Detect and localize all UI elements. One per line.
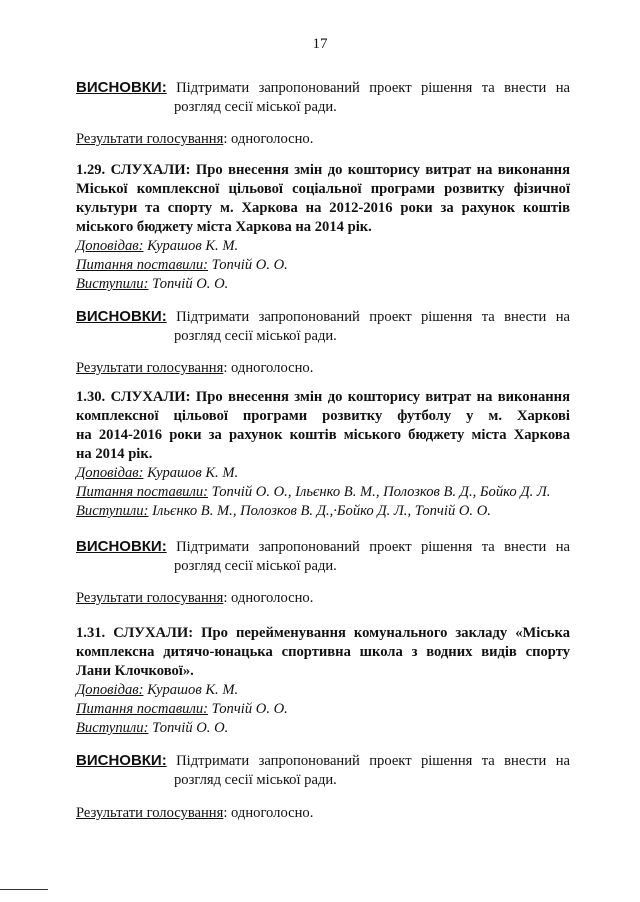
questions-names: Топчій О. О., Ільєнко В. М., Полозков В. Д., Бойко Д. Л. — [208, 484, 551, 500]
item-title-line: комплексна дитячо-юнацька спортивна школа з водних видів спорту — [76, 644, 570, 660]
speakers-line — [76, 719, 570, 738]
voting-label: Результати голосування — [76, 360, 224, 376]
item-title-line: на 2014 рік. — [76, 446, 153, 462]
conclusion-text: Підтримати запропонований проект рішення та внести на — [176, 309, 571, 325]
reporter-line — [76, 237, 570, 256]
conclusion-text-cont: розгляд сесії міської ради. — [174, 99, 337, 115]
speakers-line — [76, 275, 570, 294]
voting-result — [76, 589, 570, 608]
item-title-line: Лани Клочкової». — [76, 663, 194, 679]
item-title-line: Міської комплексної цільової соціальної програми розвитку фізичної — [76, 181, 570, 197]
conclusion-text-cont: розгляд сесії міської ради. — [174, 328, 337, 344]
questions-line — [76, 700, 570, 719]
item-title — [76, 161, 570, 237]
item-title-line: 1.31. СЛУХАЛИ: Про перейменування комунального закладу «Міська — [76, 625, 570, 641]
reporter-line — [76, 464, 570, 483]
conclusion-text-cont: розгляд сесії міської ради. — [174, 772, 337, 788]
agenda-item-1-30 — [76, 388, 570, 521]
agenda-item-1-29 — [76, 161, 570, 294]
voting-result — [76, 130, 570, 149]
item-title-line: на 2014-2016 роки за рахунок коштів міського бюджету міста Харкова — [76, 427, 570, 443]
page-number: 17 — [312, 36, 328, 52]
conclusion-label: ВИСНОВКИ: — [76, 538, 167, 555]
footnote-rule — [0, 889, 48, 890]
reporter-line — [76, 681, 570, 700]
reporter-label: Доповідав: — [76, 465, 144, 481]
conclusion-line — [76, 307, 570, 327]
conclusion-block — [76, 751, 570, 790]
voting-value: : одноголосно. — [223, 805, 314, 821]
item-title-line: культури та спорту м. Харкова на 2012-2016 роки за рахунок коштів — [76, 200, 570, 216]
conclusion-line — [76, 537, 570, 557]
reporter-name: Курашов К. М. — [143, 238, 239, 254]
voting-value: : одноголосно. — [223, 590, 314, 606]
voting-label: Результати голосування — [76, 131, 224, 147]
reporter-label: Доповідав: — [76, 682, 144, 698]
conclusion-label: ВИСНОВКИ: — [76, 308, 167, 325]
speakers-label: Виступили: — [76, 503, 149, 519]
speakers-names: Ільєнко В. М., Полозков В. Д.,·Бойко Д. Л., Топчій О. О. — [148, 503, 491, 519]
conclusion-text-cont: розгляд сесії міської ради. — [174, 558, 337, 574]
conclusion-text: Підтримати запропонований проект рішення та внести на — [176, 80, 571, 96]
questions-names: Топчій О. О. — [208, 701, 288, 717]
item-title — [76, 388, 570, 464]
speakers-line — [76, 502, 570, 521]
item-title-line: міського бюджету міста Харкова на 2014 рік. — [76, 219, 372, 235]
item-title-line: комплексної цільової програми розвитку футболу у м. Харкові — [76, 408, 570, 424]
questions-line — [76, 256, 570, 275]
reporter-label: Доповідав: — [76, 238, 144, 254]
speakers-label: Виступили: — [76, 276, 149, 292]
voting-result — [76, 804, 570, 823]
item-title-line: 1.30. СЛУХАЛИ: Про внесення змін до кошторису витрат на виконання — [76, 389, 570, 405]
conclusion-block — [76, 78, 570, 117]
conclusion-label: ВИСНОВКИ: — [76, 752, 167, 769]
reporter-name: Курашов К. М. — [143, 465, 239, 481]
voting-label: Результати голосування — [76, 805, 224, 821]
item-title — [76, 624, 570, 681]
item-title-line: 1.29. СЛУХАЛИ: Про внесення змін до кошторису витрат на виконання — [76, 162, 570, 178]
voting-value: : одноголосно. — [223, 131, 314, 147]
agenda-item-1-31 — [76, 624, 570, 738]
questions-label: Питання поставили: — [76, 701, 208, 717]
speakers-names: Топчій О. О. — [148, 276, 229, 292]
questions-label: Питання поставили: — [76, 257, 208, 273]
questions-line — [76, 483, 570, 502]
questions-label: Питання поставили: — [76, 484, 208, 500]
speakers-label: Виступили: — [76, 720, 149, 736]
voting-result — [76, 359, 570, 378]
conclusion-label: ВИСНОВКИ: — [76, 79, 167, 96]
conclusion-block — [76, 537, 570, 576]
conclusion-line — [76, 751, 570, 771]
questions-names: Топчій О. О. — [208, 257, 288, 273]
reporter-name: Курашов К. М. — [143, 682, 239, 698]
voting-label: Результати голосування — [76, 590, 224, 606]
conclusion-text: Підтримати запропонований проект рішення та внести на — [176, 539, 571, 555]
conclusion-block — [76, 307, 570, 346]
speakers-names: Топчій О. О. — [148, 720, 229, 736]
voting-value: : одноголосно. — [223, 360, 314, 376]
conclusion-line — [76, 78, 570, 98]
conclusion-text: Підтримати запропонований проект рішення та внести на — [176, 753, 571, 769]
